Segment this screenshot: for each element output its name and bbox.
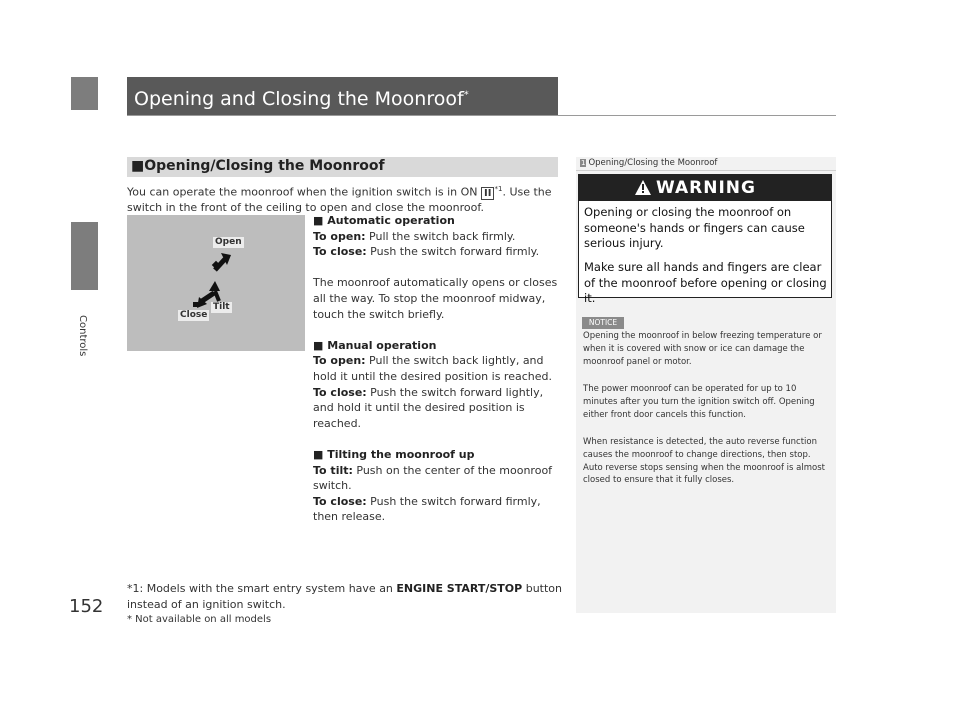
page-number: 152 [69, 596, 104, 617]
open-label: Open [215, 237, 242, 247]
sidebar-heading-text: Opening/Closing the Moonroof [588, 158, 718, 168]
tilt-close-label: To close: [313, 494, 367, 508]
sidebar-paragraph-2: When resistance is detected, the auto reverse function causes the moonroof to change directions, then stop. Auto reverse stops sensing when the moonroof is almost closed to ensure that it fully closes. [583, 437, 825, 486]
warning-text-2: Make sure all hands and fingers are clear of the moonroof before opening or closing it. [584, 260, 827, 306]
notice-badge: NOTICE [582, 317, 624, 329]
auto-note: The moonroof automatically opens or closes all the way. To stop the moonroof midway, touch the switch briefly. [313, 276, 558, 321]
chapter-tab-top [71, 77, 98, 110]
warning-title: WARNING [656, 178, 756, 198]
sidebar-ref-icon: 1 [581, 159, 586, 167]
automatic-heading-text: Automatic operation [327, 214, 455, 227]
manual-open-label: To open: [313, 354, 366, 368]
auto-close-line [313, 244, 559, 260]
manual-open-text: Pull the switch back lightly, and hold it until the desired position is reached. [313, 354, 552, 383]
warning-text-1: Opening or closing the moonroof on someone's hands or fingers can cause serious injury. [584, 205, 805, 251]
intro-paragraph [127, 182, 557, 215]
open-arrow-icon [212, 253, 231, 270]
sidebar-heading [580, 158, 717, 168]
page-title [134, 88, 469, 110]
notice-text: Opening the moonroof in below freezing temperature or when it is covered with snow or ice can damage the moonroof panel or motor. [583, 331, 822, 367]
section-heading [131, 158, 385, 174]
auto-open-text: Pull the switch back firmly. [365, 229, 516, 243]
auto-open-label: To open: [313, 229, 366, 243]
tilt-operation-heading [313, 447, 559, 463]
availability-note: * Not available on all models [127, 614, 272, 625]
automatic-operation-heading [313, 213, 559, 229]
intro-text-1: You can operate the moonroof when the ignition switch is in ON [127, 185, 482, 199]
footnote-bold: ENGINE START/STOP [396, 582, 523, 595]
tilt-label: Tilt [213, 302, 230, 312]
manual-close-text: Push the switch forward lightly, and hold it until the desired position is reached. [313, 385, 544, 430]
tilt-heading-text: Tilting the moonroof up [327, 447, 475, 461]
marker-manual: ■ [313, 338, 324, 352]
marker-auto: ■ [313, 214, 324, 227]
manual-close-line [313, 385, 559, 432]
page-title-text: Opening and Closing the Moonroof [134, 88, 464, 110]
section-marker: ■ [131, 158, 145, 174]
sidebar-rule [576, 170, 836, 171]
sidebar-paragraph-1: The power moonroof can be operated for up to 10 minutes after you turn the ignition switch off. Opening either front door cancels this function. [583, 384, 815, 420]
moonroof-switch-illustration [127, 215, 305, 351]
chapter-label: Controls [77, 315, 88, 357]
auto-close-label: To close: [313, 245, 367, 259]
tilt-label-text: To tilt: [313, 463, 353, 477]
tilt-close-text: Push the switch forward firmly, then release. [313, 494, 541, 524]
marker-tilt: ■ [313, 447, 324, 461]
manual-operation-heading [313, 338, 559, 354]
footnote-text-2: button instead of an ignition switch. [127, 582, 562, 611]
footnote [127, 581, 567, 612]
chapter-tab-active [71, 222, 98, 290]
title-asterisk: * [463, 89, 469, 101]
manual-heading-text: Manual operation [327, 338, 437, 352]
title-rule [127, 115, 836, 116]
switch-arrows-graphic [127, 215, 305, 351]
operation-instructions [313, 213, 559, 525]
close-label: Close [180, 310, 208, 320]
tilt-close-line [313, 494, 559, 525]
manual-close-label: To close: [313, 385, 367, 399]
footnote-text-1: *1: Models with the smart entry system have an [127, 582, 397, 595]
footnote-ref: *1 [494, 185, 503, 193]
manual-open-line [313, 353, 559, 384]
warning-header [579, 175, 831, 201]
section-heading-text: Opening/Closing the Moonroof [144, 158, 385, 174]
auto-open-line [313, 229, 559, 245]
ignition-key-symbol: II [481, 187, 494, 200]
auto-close-text: Push the switch forward firmly. [366, 245, 540, 259]
tilt-line [313, 463, 559, 494]
tilt-text: Push on the center of the moonroof switch. [313, 463, 553, 493]
warning-icon [635, 180, 651, 195]
intro-text-2: . Use the switch in the front of the ceiling to open and close the moonroof. [127, 185, 552, 214]
